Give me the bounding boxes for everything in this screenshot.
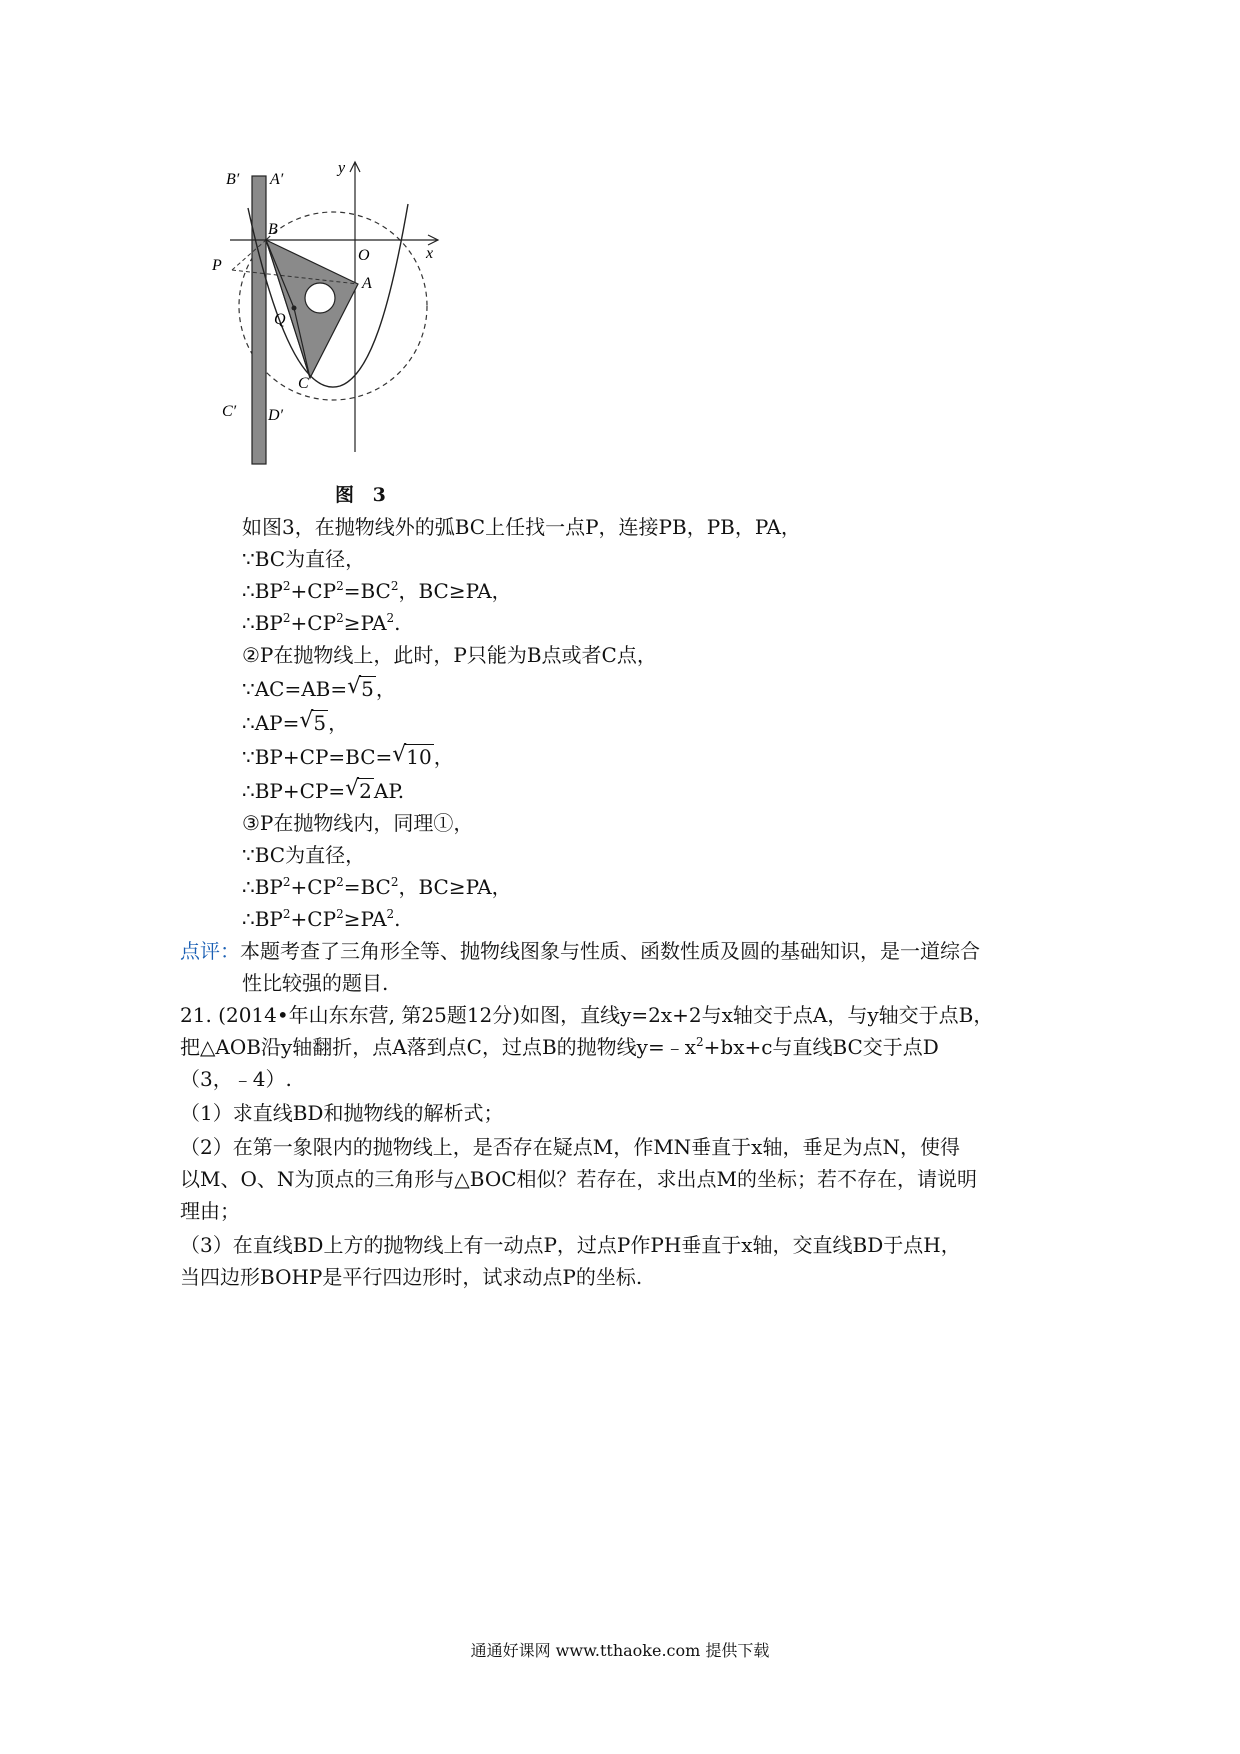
gray-strip xyxy=(252,176,266,464)
label-c-prime: C′ xyxy=(222,403,237,420)
question-2-line-2: 以M、O、N为顶点的三角形与△BOC相似？若存在，求出点M的坐标；若不存在，请说明 xyxy=(180,1167,978,1191)
solution-line-6: ∵AC=AB=√ 5 ， xyxy=(242,674,396,704)
solution-line-3: $\therefore BP^2+CP^2=BC^2$，BC≥PA， xyxy=(242,579,512,603)
question-3-line-1: （3）在直线BD上方的抛物线上有一动点P，过点P作PH垂直于x轴，交直线BD于点H， xyxy=(180,1233,961,1257)
sqrt-symbol: √ 10 xyxy=(392,742,433,772)
figure-caption: 图 3 xyxy=(335,484,392,506)
comment-label: 点评： xyxy=(180,939,240,963)
label-b-prime: B′ xyxy=(226,171,240,188)
solution-line-2: ∵BC为直径， xyxy=(242,547,366,571)
problem-line-1: 21. (2014•年山东东营, 第25题12分)如图，直线y=2x+2与x轴交于点A，与y轴交于点B， xyxy=(180,1003,994,1027)
figure-svg xyxy=(212,158,510,474)
inner-circle xyxy=(305,283,335,313)
label-q: Q xyxy=(274,311,286,328)
solution-line-11: ∵BC为直径， xyxy=(242,843,366,867)
geometry-figure xyxy=(212,158,510,474)
label-a: A xyxy=(362,275,372,292)
label-p: P xyxy=(212,257,222,274)
problem-line-2: 把△AOB沿y轴翻折，点A落到点C，过点B的抛物线$y=﹣x^2+bx+c$与直线BC交于点D xyxy=(180,1035,939,1059)
sqrt-symbol: √ 5 xyxy=(347,674,376,704)
comment-line-2: 性比较强的题目. xyxy=(242,971,389,995)
label-b: B xyxy=(268,221,278,238)
solution-line-4: $\therefore BP^2+CP^2\ge PA^2$. xyxy=(242,611,401,635)
sqrt-symbol: √ 5 xyxy=(299,708,328,738)
point-q xyxy=(292,306,297,311)
label-d-prime: D′ xyxy=(268,407,284,424)
solution-line-8: ∵BP+CP=BC=√ 10 ， xyxy=(242,742,454,772)
solution-line-12: $\therefore BP^2+CP^2=BC^2$，BC≥PA， xyxy=(242,875,512,899)
solution-line-9: ∴BP+CP=√ 2 AP. xyxy=(242,776,404,806)
question-2-line-1: （2）在第一象限内的抛物线上，是否存在疑点M，作MN垂直于x轴，垂足为点N，使得 xyxy=(180,1135,960,1159)
label-a-prime: A′ xyxy=(270,171,284,188)
label-o: O xyxy=(358,247,370,264)
solution-line-1: 如图3，在抛物线外的弧BC上任找一点P，连接PB，PB，PA， xyxy=(242,515,801,539)
solution-line-13: $\therefore BP^2+CP^2\ge PA^2$. xyxy=(242,907,401,931)
comment-line-1: 点评：本题考查了三角形全等、抛物线图象与性质、函数性质及圆的基础知识，是一道综合 xyxy=(180,939,980,963)
solution-line-10: ③P在抛物线内，同理①， xyxy=(242,811,474,835)
sqrt-symbol: √ 2 xyxy=(345,776,374,806)
problem-line-3: （3，﹣4）. xyxy=(180,1067,292,1091)
question-2-line-3: 理由； xyxy=(180,1199,240,1223)
page-footer: 通通好课网 www.tthaoke.com 提供下载 xyxy=(470,1641,770,1660)
solution-line-5: ②P在抛物线上，此时，P只能为B点或者C点， xyxy=(242,643,657,667)
question-1: （1）求直线BD和抛物线的解析式； xyxy=(180,1101,504,1125)
label-y: y xyxy=(338,159,346,177)
question-3-line-2: 当四边形BOHP是平行四边形时，试求动点P的坐标. xyxy=(180,1265,643,1289)
label-c: C xyxy=(298,375,309,392)
label-x: x xyxy=(426,245,434,262)
solution-line-7: ∴AP=√ 5 ， xyxy=(242,708,348,738)
